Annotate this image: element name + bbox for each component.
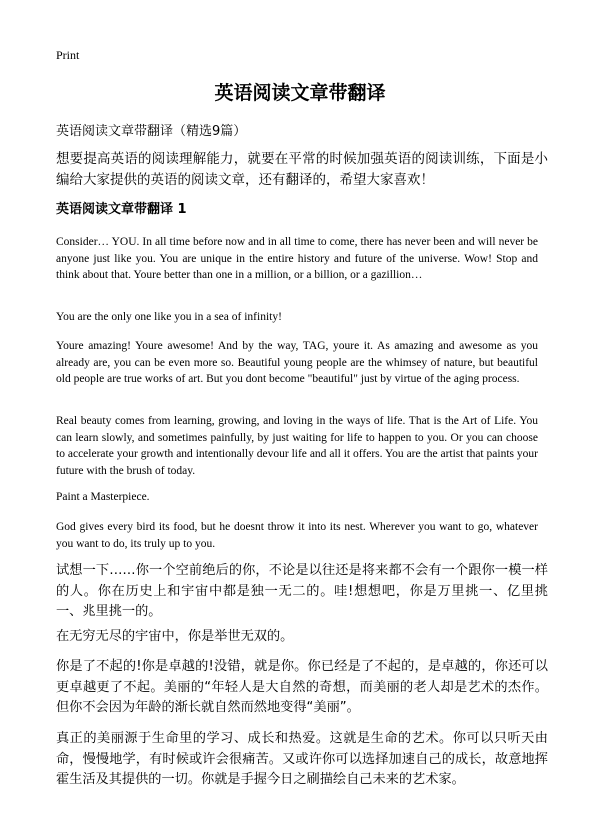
document-subtitle: 英语阅读文章带翻译（精选9篇） — [56, 124, 247, 139]
chinese-paragraph-4: 真正的美丽源于生命里的学习、成长和热爱。这就是生命的艺术。你可以只听天由命，慢慢地学，有时候或许会很痛苦。又或许你可以选择加速自己的成长，故意地挥霍生活及其提供的一切。你就是手握今日之刷描绘自己未来的艺术家。 — [56, 731, 548, 787]
english-paragraph-6: God gives every bird its food, but he doesnt throw it into its nest. Wherever you want to go, whatever you want to do, its truly up to you. — [56, 521, 538, 550]
english-paragraph-3: Youre amazing! Youre awesome! And by the way, TAG, youre it. As amazing and awesome as you already are, you can be even more so. Beautiful young people are the whimsey of nature, but beautiful old people are true works of art. But you dont become "beautiful" just by virtue of the aging process. — [56, 340, 538, 386]
english-paragraph-2: You are the only one like you in a sea of infinity! — [56, 311, 282, 323]
intro-paragraph: 想要提高英语的阅读理解能力，就要在平常的时候加强英语的阅读训练，下面是小编给大家提供的英语的阅读文章，还有翻译的，希望大家喜欢！ — [56, 151, 548, 188]
english-paragraph-1: Consider… YOU. In all time before now and in all time to come, there has never been and will never be anyone just like you. You are unique in the entire history and future of the universe. Wow! Stop and think about that. Youre better than one in a million, or a billion, or a gazillion… — [56, 236, 538, 282]
chinese-paragraph-1: 试想一下……你一个空前绝后的你，不论是以往还是将来都不会有一个跟你一模一样的人。你在历史上和宇宙中都是独一无二的。哇!想想吧，你是万里挑一、亿里挑一、兆里挑一的。 — [56, 563, 548, 619]
print-label[interactable]: Print — [56, 48, 80, 62]
chinese-paragraph-3: 你是了不起的!你是卓越的!没错，就是你。你已经是了不起的，是卓越的，你还可以更卓越更了不起。美丽的“年轻人是大自然的奇想，而美丽的老人却是艺术的杰作。但你不会因为年龄的渐长就自然而然地变得“美丽”。 — [56, 659, 548, 715]
english-paragraph-5: Paint a Masterpiece. — [56, 491, 150, 503]
chinese-paragraph-2: 在无穷无尽的宇宙中，你是举世无双的。 — [56, 629, 294, 644]
page-title: 英语阅读文章带翻译 — [214, 82, 386, 104]
section-heading: 英语阅读文章带翻译 1 — [56, 202, 187, 217]
english-paragraph-4: Real beauty comes from learning, growing, and loving in the ways of life. That is the Art of Life. You can learn slowly, and sometimes painfully, by just waiting for life to happen to you. Or you can choose to accelerate your growth and intentionally devour life and all it offers. You are the artist that paints your future with the brush of today. — [56, 415, 538, 477]
